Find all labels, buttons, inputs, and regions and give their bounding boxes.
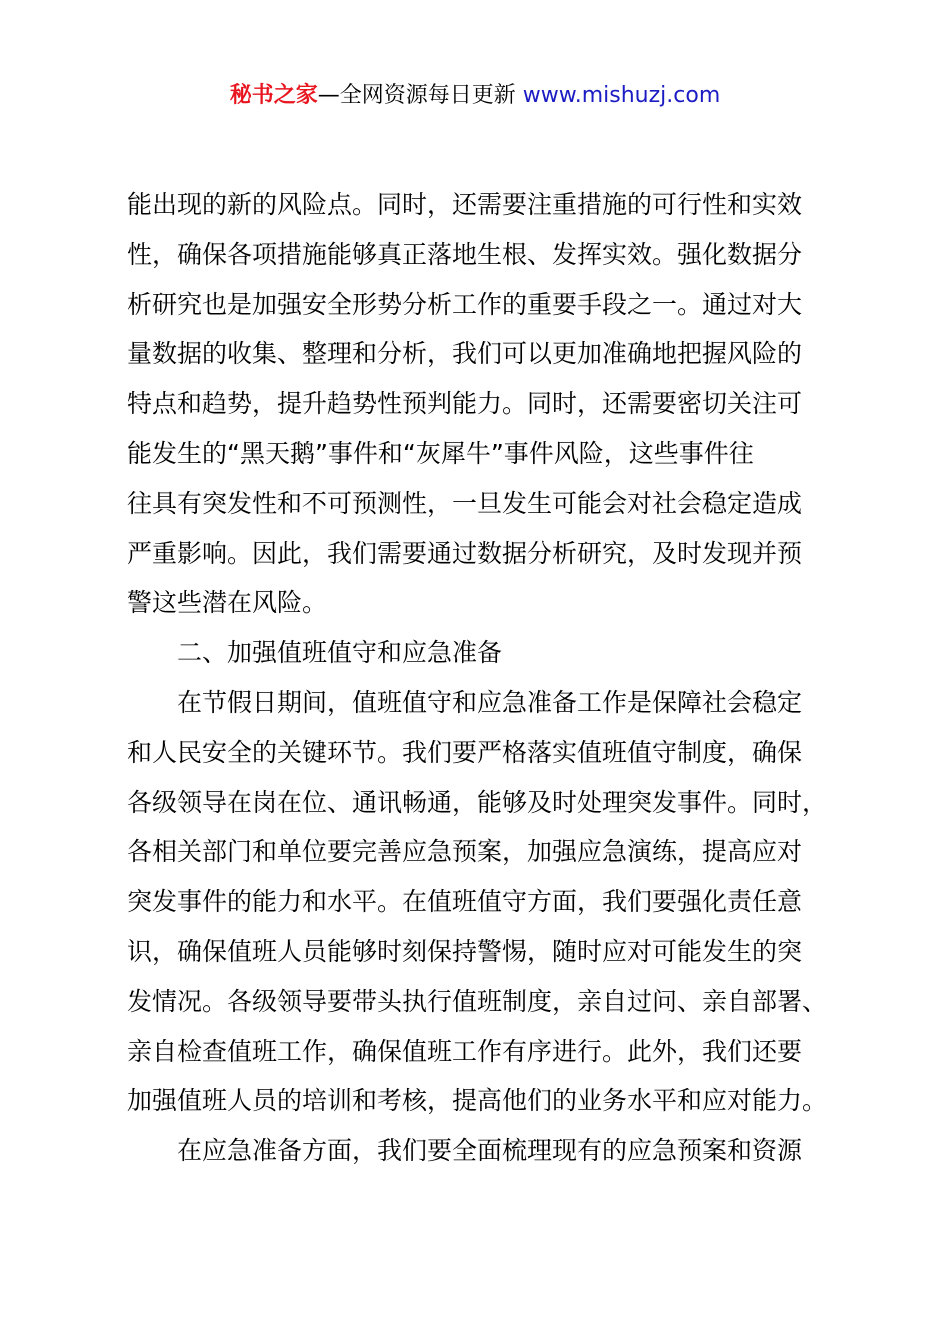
text-line: 能出现的新的风险点。同时，还需要注重措施的可行性和实效 bbox=[127, 190, 803, 219]
text-line: 量数据的收集、整理和分析，我们可以更加准确地把握风险的 bbox=[127, 339, 803, 369]
brand-name: 秘书之家 bbox=[229, 83, 318, 108]
text-line: 严重影响。因此，我们需要通过数据分析研究，及时发现并预 bbox=[127, 538, 803, 568]
text-line: 能发生的“黑天鹅”事件和“灰犀牛”事件风险，这些事件往 bbox=[127, 438, 754, 468]
text-line: 性，确保各项措施能够真正落地生根、发挥实效。强化数据分 bbox=[127, 239, 803, 269]
site-url-link[interactable]: www.mishuzj.com bbox=[522, 83, 721, 108]
header-tagline: —全网资源每日更新 bbox=[317, 83, 516, 108]
section-heading: 二、加强值班值守和应急准备 bbox=[177, 638, 503, 668]
text-line: 各相关部门和单位要完善应急预案，加强应急演练，提高应对 bbox=[127, 837, 803, 867]
text-line: 发情况。各级领导要带头执行值班制度，亲自过问、亲自部署、 bbox=[127, 986, 828, 1016]
text-line: 在节假日期间，值班值守和应急准备工作是保障社会稳定 bbox=[177, 687, 803, 717]
text-line: 亲自检查值班工作，确保值班工作有序进行。此外，我们还要 bbox=[127, 1036, 803, 1066]
text-line: 往具有突发性和不可预测性，一旦发生可能会对社会稳定造成 bbox=[127, 488, 803, 518]
text-line: 在应急准备方面，我们要全面梳理现有的应急预案和资源 bbox=[177, 1136, 803, 1166]
text-line: 各级领导在岗在位、通讯畅通，能够及时处理突发事件。同时， bbox=[127, 787, 828, 817]
text-line: 和人民安全的关键环节。我们要严格落实值班值守制度，确保 bbox=[127, 737, 803, 767]
document-body bbox=[127, 180, 833, 1176]
text-line: 特点和趋势，提升趋势性预判能力。同时，还需要密切关注可 bbox=[127, 389, 803, 419]
text-line: 析研究也是加强安全形势分析工作的重要手段之一。通过对大 bbox=[127, 289, 803, 319]
text-line: 加强值班人员的培训和考核，提高他们的业务水平和应对能力。 bbox=[127, 1086, 828, 1116]
text-line: 突发事件的能力和水平。在值班值守方面，我们要强化责任意 bbox=[127, 887, 803, 917]
text-line: 识，确保值班人员能够时刻保持警惕，随时应对可能发生的突 bbox=[127, 936, 803, 966]
text-line: 警这些潜在风险。 bbox=[127, 588, 328, 618]
page-header bbox=[0, 80, 950, 112]
